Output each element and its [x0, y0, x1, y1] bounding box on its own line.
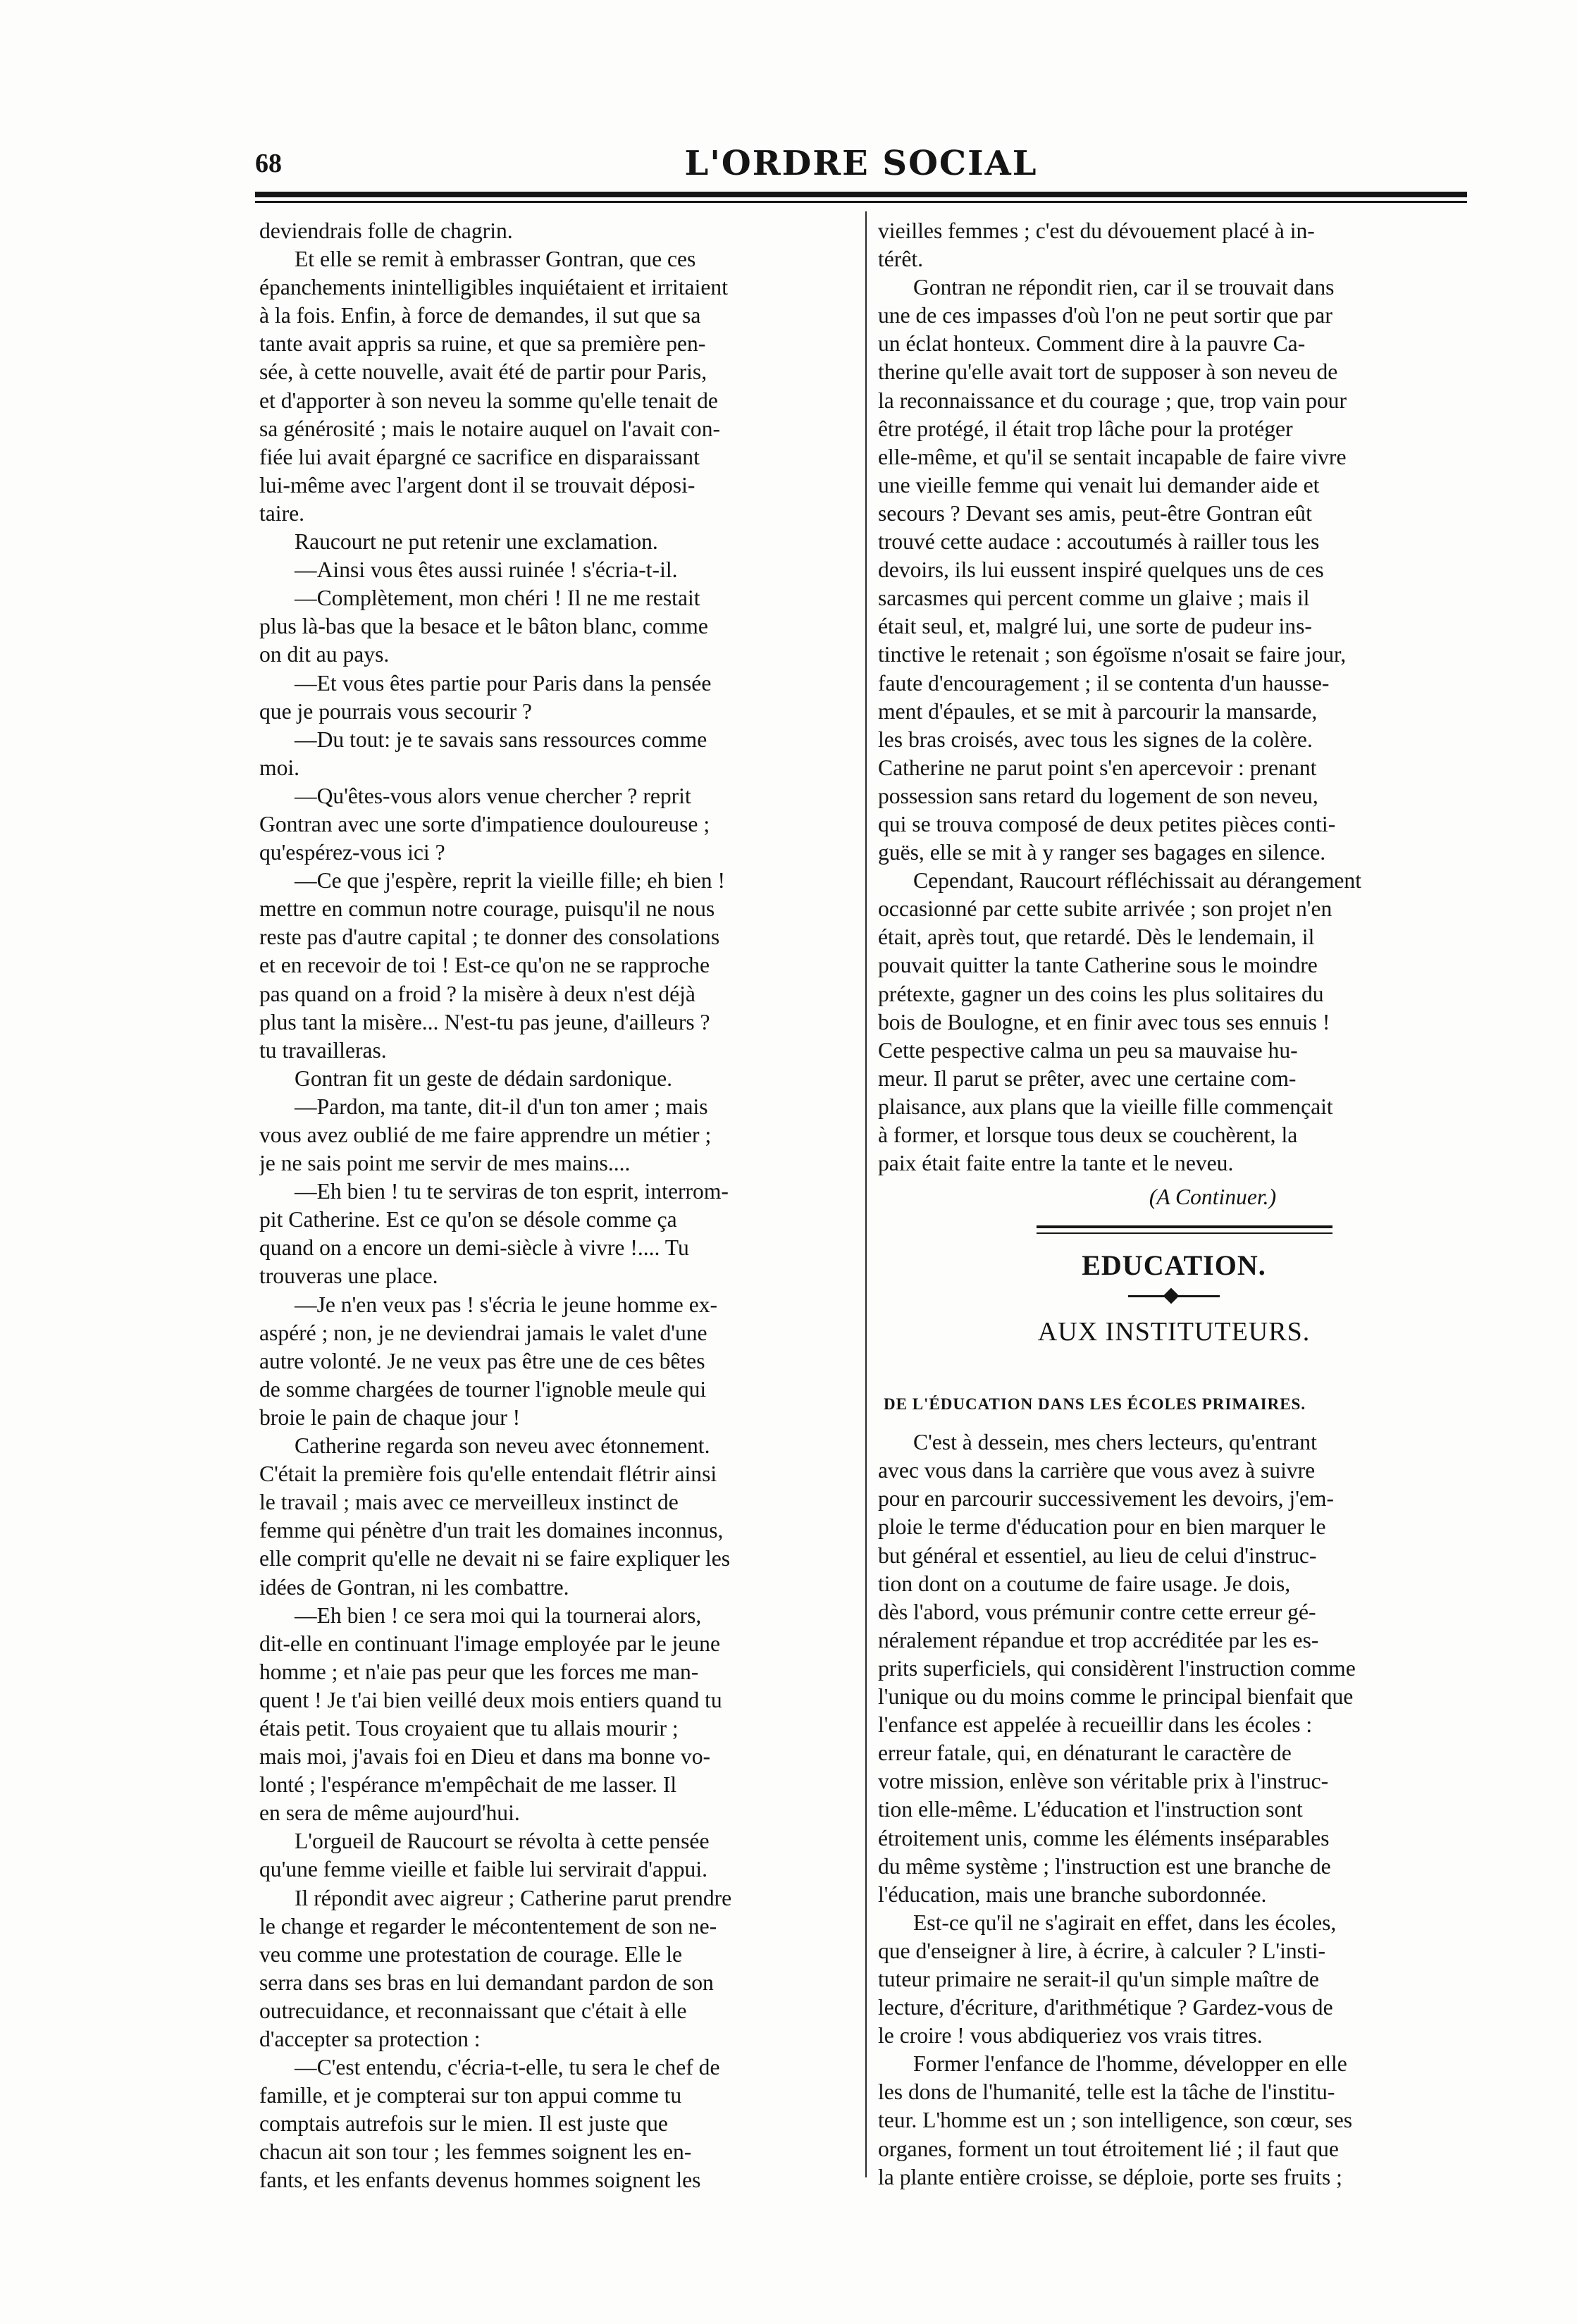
text-line: outrecuidance, et reconnaissant que c'était à elle	[259, 1998, 687, 2023]
text-line: Et elle se remit à embrasser Gontran, que ces	[295, 247, 696, 272]
section-title: EDUCATION.	[1082, 1249, 1266, 1282]
text-line: —C'est entendu, c'écria-t-elle, tu sera le chef de	[295, 2055, 720, 2080]
text-line: dès l'abord, vous prémunir contre cette erreur gé-	[878, 1599, 1316, 1624]
text-line: Est-ce qu'il ne s'agirait en effet, dans les écoles,	[913, 1910, 1337, 1935]
text-line: à former, et lorsque tous deux se couchèrent, la	[878, 1123, 1298, 1147]
text-line: les dons de l'humanité, telle est la tâche de l'institu-	[878, 2079, 1335, 2105]
text-line: lonté ; l'espérance m'empêchait de me lasser. Il	[259, 1772, 677, 1798]
text-line: chacun ait son tour ; les femmes soignent les en-	[259, 2139, 692, 2165]
text-line: je ne sais point me servir de mes mains....	[259, 1151, 631, 1176]
text-line: sée, à cette nouvelle, avait été de partir pour Paris,	[259, 359, 707, 385]
separator-rule-thick	[1037, 1225, 1332, 1228]
text-line: prétexte, gagner un des coins les plus solitaires du	[878, 981, 1324, 1006]
text-line: —Pardon, ma tante, dit-il d'un ton amer ; mais	[295, 1094, 708, 1119]
text-line: plaisance, aux plans que la vieille fille commençait	[878, 1094, 1333, 1119]
text-line: tion dont on a coutume de faire usage. Je dois,	[878, 1571, 1291, 1596]
text-line: qui se trouva composé de deux petites pièces conti-	[878, 811, 1336, 836]
separator-rule-thin	[1037, 1232, 1332, 1234]
text-line: et d'apporter à son neveu la somme qu'elle tenait de	[259, 388, 718, 413]
text-line: une vieille femme qui venait lui demander aide et	[878, 472, 1320, 497]
text-line: le change et regarder le mécontentement de son ne-	[259, 1913, 717, 1939]
text-line: erreur fatale, qui, en dénaturant le caractère de	[878, 1741, 1292, 1766]
text-line: l'unique ou du moins comme le principal bienfait que	[878, 1684, 1354, 1710]
text-line: être protégé, il était trop lâche pour la protéger	[878, 416, 1293, 441]
text-line: avec vous dans la carrière que vous avez à suivre	[878, 1458, 1316, 1483]
text-line: en sera de même aujourd'hui.	[259, 1800, 520, 1826]
text-line: C'était la première fois qu'elle entendait flétrir ainsi	[259, 1461, 717, 1487]
section-separator	[1037, 1225, 1332, 1234]
text-line: étroitement unis, comme les éléments inséparables	[878, 1825, 1330, 1850]
text-line: but général et essentiel, au lieu de celui d'instruc-	[878, 1543, 1317, 1568]
text-line: pour en parcourir successivement les devoirs, j'em-	[878, 1486, 1335, 1512]
text-line: l'enfance est appelée à recueillir dans les écoles :	[878, 1712, 1313, 1738]
text-line: guës, elle se mit à y ranger ses bagages en silence.	[878, 840, 1326, 865]
text-line: elle comprit qu'elle ne devait ni se faire expliquer les	[259, 1546, 731, 1571]
page-number: 68	[255, 149, 282, 178]
text-line: plus là-bas que la besace et le bâton blanc, comme	[259, 614, 708, 639]
text-line: tante avait appris sa ruine, et que sa première pen-	[259, 331, 706, 357]
header-rule-thick	[255, 192, 1467, 197]
page-header	[255, 141, 1467, 183]
text-line: quent ! Je t'ai bien veillé deux mois entiers quand tu	[259, 1687, 722, 1712]
text-line: —Ce que j'espère, reprit la vieille fille; eh bien !	[295, 868, 726, 894]
text-line: Il répondit avec aigreur ; Catherine parut prendre	[295, 1885, 732, 1910]
text-line: L'orgueil de Raucourt se révolta à cette pensée	[295, 1829, 710, 1854]
text-line: les bras croisés, avec tous les signes de la colère.	[878, 727, 1313, 752]
text-line: fiée lui avait épargné ce sacrifice en disparaissant	[259, 444, 700, 469]
text-line: la plante entière croisse, se déploie, porte ses fruits ;	[878, 2164, 1342, 2189]
text-line: que je pourrais vous secourir ?	[259, 698, 532, 724]
text-line: comptais autrefois sur le mien. Il est juste que	[259, 2111, 668, 2137]
text-line: —Du tout: je te savais sans ressources comme	[295, 727, 707, 752]
to-be-continued-note: (A Continuer.)	[1149, 1185, 1277, 1210]
text-line: bois de Boulogne, et en finir avec tous ses ennuis !	[878, 1009, 1330, 1034]
text-line: vieilles femmes ; c'est du dévouement placé à in-	[878, 218, 1315, 243]
ornament-divider	[1128, 1290, 1220, 1302]
text-line: étais petit. Tous croyaient que tu allais mourir ;	[259, 1715, 679, 1741]
text-line: du même système ; l'instruction est une branche de	[878, 1853, 1331, 1879]
text-line: —Qu'êtes-vous alors venue chercher ? reprit	[295, 783, 691, 808]
text-line: faute d'encouragement ; il se contenta d'un hausse-	[878, 670, 1330, 696]
text-line: —Eh bien ! ce sera moi qui la tournerai alors,	[295, 1602, 702, 1628]
text-line: térêt.	[878, 247, 924, 272]
text-line: taire.	[259, 500, 305, 526]
text-line: vous avez oublié de me faire apprendre un métier ;	[259, 1123, 712, 1147]
education-article-body	[878, 1428, 1470, 2192]
text-line: tu travailleras.	[259, 1037, 387, 1063]
text-line: —Et vous êtes partie pour Paris dans la pensée	[295, 670, 712, 696]
text-line: reste pas d'autre capital ; te donner des consolations	[259, 925, 720, 950]
text-line: autre volonté. Je ne veux pas être une de ces bêtes	[259, 1348, 705, 1373]
text-line: d'accepter sa protection :	[259, 2027, 481, 2051]
text-line: était seul, et, malgré lui, une sorte de pudeur ins-	[878, 614, 1312, 639]
text-line: tinctive le retenait ; son égoïsme n'osait se faire jour,	[878, 642, 1347, 667]
text-line: ploie le terme d'éducation pour en bien marquer le	[878, 1514, 1326, 1540]
text-line: —Je n'en veux pas ! s'écria le jeune homme ex-	[295, 1292, 718, 1317]
text-line: —Eh bien ! tu te serviras de ton esprit, interrom-	[295, 1179, 729, 1204]
text-line: la reconnaissance et du courage ; que, trop vain pour	[878, 388, 1347, 413]
text-line: pas quand on a froid ? la misère à deux n'est déjà	[259, 981, 695, 1006]
text-line: le croire ! vous abdiqueriez vos vrais titres.	[878, 2023, 1263, 2048]
text-line: paix était faite entre la tante et le neveu.	[878, 1151, 1234, 1176]
text-line: et en recevoir de toi ! Est-ce qu'on ne se rapproche	[259, 953, 710, 978]
text-line: était, après tout, que retardé. Dès le lendemain, il	[878, 925, 1315, 950]
text-line: femme qui pénètre d'un trait les domaines inconnus,	[259, 1518, 724, 1543]
text-line: aspéré ; non, je ne deviendrai jamais le valet d'une	[259, 1320, 707, 1345]
serial-continuation	[878, 217, 1470, 1178]
text-line: épanchements inintelligibles inquiétaient et irritaient	[259, 275, 729, 300]
subsection-title: AUX INSTITUTEURS.	[1037, 1317, 1311, 1347]
text-line: deviendrais folle de chagrin.	[259, 218, 513, 243]
text-line: C'est à dessein, mes chers lecteurs, qu'entrant	[913, 1430, 1317, 1455]
text-line: Gontran ne répondit rien, car il se trouvait dans	[913, 275, 1335, 300]
text-line: occasionné par cette subite arrivée ; son projet n'en	[878, 896, 1332, 922]
text-line: une de ces impasses d'où l'on ne peut sortir que par	[878, 303, 1332, 328]
text-line: votre mission, enlève son véritable prix à l'instruc-	[878, 1769, 1329, 1794]
text-line: pouvait quitter la tante Catherine sous le moindre	[878, 953, 1318, 978]
column-divider	[865, 211, 867, 2177]
text-line: prits superficiels, qui considèrent l'instruction comme	[878, 1655, 1356, 1681]
text-line: Gontran avec une sorte d'impatience douloureuse ;	[259, 811, 710, 836]
text-line: —Complètement, mon chéri ! Il ne me restait	[295, 586, 700, 611]
text-line: elle-même, et qu'il se sentait incapable de faire vivre	[878, 444, 1347, 469]
text-line: fants, et les enfants devenus hommes soignent les	[259, 2168, 701, 2193]
text-line: tion elle-même. L'éducation et l'instruction sont	[878, 1797, 1303, 1822]
text-line: possession sans retard du logement de son neveu,	[878, 783, 1318, 808]
text-line: secours ? Devant ses amis, peut-être Gontran eût	[878, 500, 1312, 526]
header-rule-thin	[255, 201, 1467, 203]
text-line: qu'espérez-vous ici ?	[259, 840, 445, 865]
text-line: idées de Gontran, ni les combattre.	[259, 1574, 569, 1600]
text-line: Raucourt ne put retenir une exclamation.	[295, 529, 658, 555]
text-line: Catherine regarda son neveu avec étonnement.	[295, 1433, 710, 1459]
text-line: on dit au pays.	[259, 642, 390, 667]
text-line: de somme chargées de tourner l'ignoble meule qui	[259, 1376, 707, 1402]
text-line: Gontran fit un geste de dédain sardonique.	[295, 1065, 673, 1091]
text-line: serra dans ses bras en lui demandant pardon de son	[259, 1970, 714, 1995]
text-line: plus tant la misère... N'est-tu pas jeune, d'ailleurs ?	[259, 1009, 710, 1034]
text-line: teur. L'homme est un ; son intelligence, son cœur, ses	[878, 2108, 1353, 2133]
text-line: moi.	[259, 755, 300, 780]
text-line: Catherine ne parut point s'en apercevoir : prenant	[878, 755, 1317, 780]
text-line: —Ainsi vous êtes aussi ruinée ! s'écria-t-il.	[295, 557, 678, 583]
text-line: trouvé cette audace : accoutumés à railler tous les	[878, 529, 1320, 555]
text-line: qu'une femme vieille et faible lui servirait d'appui.	[259, 1857, 708, 1882]
text-line: néralement répandue et trop accréditée par les es-	[878, 1627, 1319, 1652]
text-line: organes, forment un tout étroitement lié ; il faut que	[878, 2136, 1339, 2161]
text-line: homme ; et n'aie pas peur que les forces me man-	[259, 1659, 699, 1684]
text-line: le travail ; mais avec ce merveilleux instinct de	[259, 1490, 679, 1515]
text-line: à la fois. Enfin, à force de demandes, il sut que sa	[259, 303, 701, 328]
text-line: que d'enseigner à lire, à écrire, à calculer ? L'insti-	[878, 1938, 1326, 1963]
text-line: lui-même avec l'argent dont il se trouvait déposi-	[259, 472, 695, 497]
text-line: l'éducation, mais une branche subordonnée.	[878, 1881, 1267, 1907]
left-column	[259, 217, 855, 2195]
text-line: mais moi, j'avais foi en Dieu et dans ma bonne vo-	[259, 1744, 711, 1769]
text-line: tuteur primaire ne serait-il qu'un simple maître de	[878, 1966, 1319, 1991]
text-line: pit Catherine. Est ce qu'on se désole comme ça	[259, 1207, 677, 1232]
right-column	[878, 217, 1470, 2192]
journal-title: L'ORDRE SOCIAL	[684, 144, 1038, 183]
text-line: therine qu'elle avait tort de supposer à son neveu de	[878, 359, 1338, 385]
text-line: broie le pain de chaque jour !	[259, 1404, 521, 1430]
text-line: Cependant, Raucourt réfléchissait au dérangement	[913, 868, 1362, 894]
text-line: veu comme une protestation de courage. Elle le	[259, 1941, 683, 1967]
text-line: mettre en commun notre courage, puisqu'il ne nous	[259, 896, 715, 922]
text-line: Former l'enfance de l'homme, développer en elle	[913, 2051, 1347, 2077]
text-line: dit-elle en continuant l'image employée par le jeune	[259, 1631, 720, 1656]
text-line: meur. Il parut se prêter, avec une certaine com-	[878, 1065, 1297, 1091]
text-line: quand on a encore un demi-siècle à vivre !.... Tu	[259, 1235, 689, 1261]
text-line: ment d'épaules, et se mit à parcourir la mansarde,	[878, 698, 1318, 724]
text-line: un éclat honteux. Comment dire à la pauvre Ca-	[878, 331, 1306, 357]
article-heading: DE L'ÉDUCATION DANS LES ÉCOLES PRIMAIRES.	[884, 1395, 1306, 1414]
text-line: lecture, d'écriture, d'arithmétique ? Gardez-vous de	[878, 1995, 1333, 2020]
text-line: famille, et je compterai sur ton appui comme tu	[259, 2083, 682, 2108]
text-line: Cette pespective calma un peu sa mauvaise hu-	[878, 1037, 1298, 1063]
text-line: sa générosité ; mais le notaire auquel on l'avait con-	[259, 416, 721, 441]
text-line: trouveras une place.	[259, 1263, 438, 1289]
text-line: devoirs, ils lui eussent inspiré quelques uns de ces	[878, 557, 1324, 583]
text-line: sarcasmes qui percent comme un glaive ; mais il	[878, 586, 1310, 611]
